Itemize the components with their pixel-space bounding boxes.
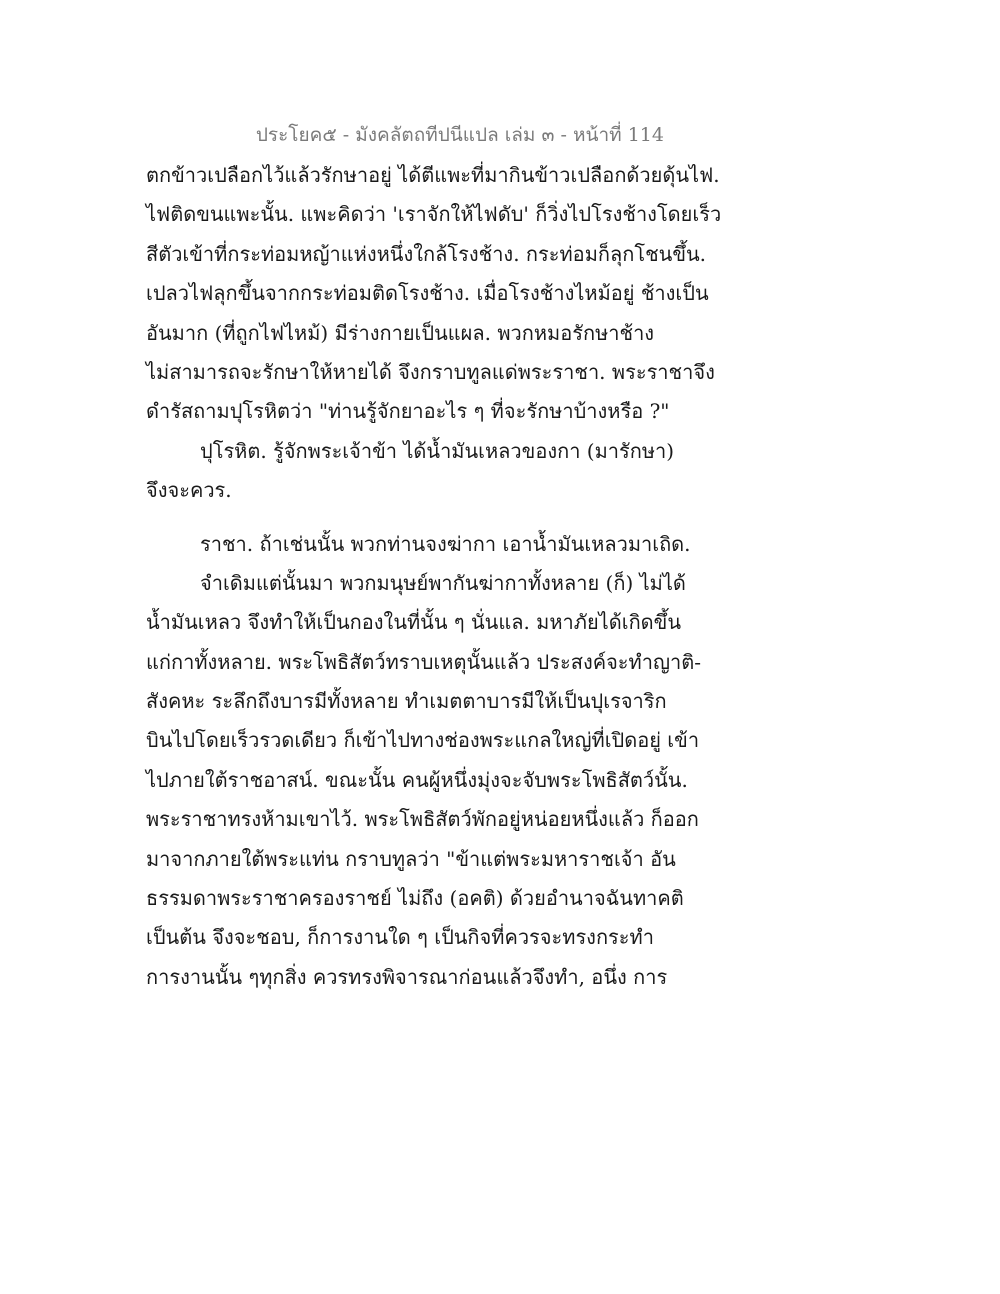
running-header: ประโยค๕ - มังคลัตถทีปนีแปล เล่ม ๓ - หน้าที่ 114 xyxy=(255,124,664,146)
text-line: เปลวไฟลุกขึ้นจากกระท่อมติดโรงช้าง. เมื่อโรงช้างไหม้อยู่ ช้างเป็น xyxy=(146,281,709,306)
paragraph-gap xyxy=(146,511,706,525)
text-line: จึงจะควร. xyxy=(146,478,232,503)
text-line: ไฟติดขนแพะนั้น. แพะคิดว่า 'เราจักให้ไฟดับ' ก็วิ่งไปโรงช้างโดยเร็ว xyxy=(146,202,722,227)
text-line: สังคหะ ระลึกถึงบารมีทั้งหลาย ทำเมตตาบารมีให้เป็นปุเรจาริก xyxy=(146,689,667,714)
dialogue-line: ปุโรหิต. รู้จักพระเจ้าข้า ได้น้ำมันเหลวของกา (มารักษา) xyxy=(200,438,675,463)
text-line: อันมาก (ที่ถูกไฟไหม้) มีร่างกายเป็นแผล. พวกหมอรักษาช้าง xyxy=(146,320,655,345)
text-line: ไปภายใต้ราชอาสน์. ขณะนั้น คนผู้หนึ่งมุ่งจะจับพระโพธิสัตว์นั้น. xyxy=(146,767,688,792)
text-line: การงานนั้น ๆทุกสิ่ง ควรทรงพิจารณาก่อนแล้วจึงทำ, อนึ่ง การ xyxy=(146,964,668,989)
paragraph-start-line: จำเดิมแต่นั้นมา พวกมนุษย์พากันฆ่ากาทั้งหลาย (ก็) ไม่ได้ xyxy=(200,570,686,595)
text-line: มาจากภายใต้พระแท่น กราบทูลว่า "ข้าแต่พระมหาราชเจ้า อัน xyxy=(146,846,676,871)
text-line: พระราชาทรงห้ามเขาไว้. พระโพธิสัตว์พักอยู่หน่อยหนึ่งแล้ว ก็ออก xyxy=(146,807,699,832)
text-line: แก่กาทั้งหลาย. พระโพธิสัตว์ทราบเหตุนั้นแล้ว ประสงค์จะทำญาติ- xyxy=(146,649,701,674)
text-line: ธรรมดาพระราชาครองราชย์ ไม่ถึง (อคติ) ด้วยอำนาจฉันทาคติ xyxy=(146,886,684,911)
body-text xyxy=(146,156,722,997)
text-line: น้ำมันเหลว จึงทำให้เป็นกองในที่นั้น ๆ นั่นแล. มหาภัยได้เกิดขึ้น xyxy=(146,610,682,635)
text-line: บินไปโดยเร็วรวดเดียว ก็เข้าไปทางช่องพระแกลใหญ่ที่เปิดอยู่ เข้า xyxy=(146,728,700,753)
dialogue-line: ราชา. ถ้าเช่นนั้น พวกท่านจงฆ่ากา เอาน้ำมันเหลวมาเถิด. xyxy=(200,531,691,556)
text-line: เป็นต้น จึงจะชอบ, ก็การงานใด ๆ เป็นกิจที่ควรจะทรงกระทำ xyxy=(146,925,654,950)
text-line: สีตัวเข้าที่กระท่อมหญ้าแห่งหนึ่งใกล้โรงช้าง. กระท่อมก็ลุกโชนขึ้น. xyxy=(146,241,707,266)
text-line: ตกข้าวเปลือกไว้แล้วรักษาอยู่ ได้ตีแพะที่มากินข้าวเปลือกด้วยดุ้นไฟ. xyxy=(146,163,720,187)
text-line: ดำรัสถามปุโรหิตว่า "ท่านรู้จักยาอะไร ๆ ที่จะรักษาบ้างหรือ ?" xyxy=(146,399,670,424)
text-line: ไม่สามารถจะรักษาให้หายได้ จึงกราบทูลแด่พระราชา. พระราชาจึง xyxy=(146,359,715,384)
